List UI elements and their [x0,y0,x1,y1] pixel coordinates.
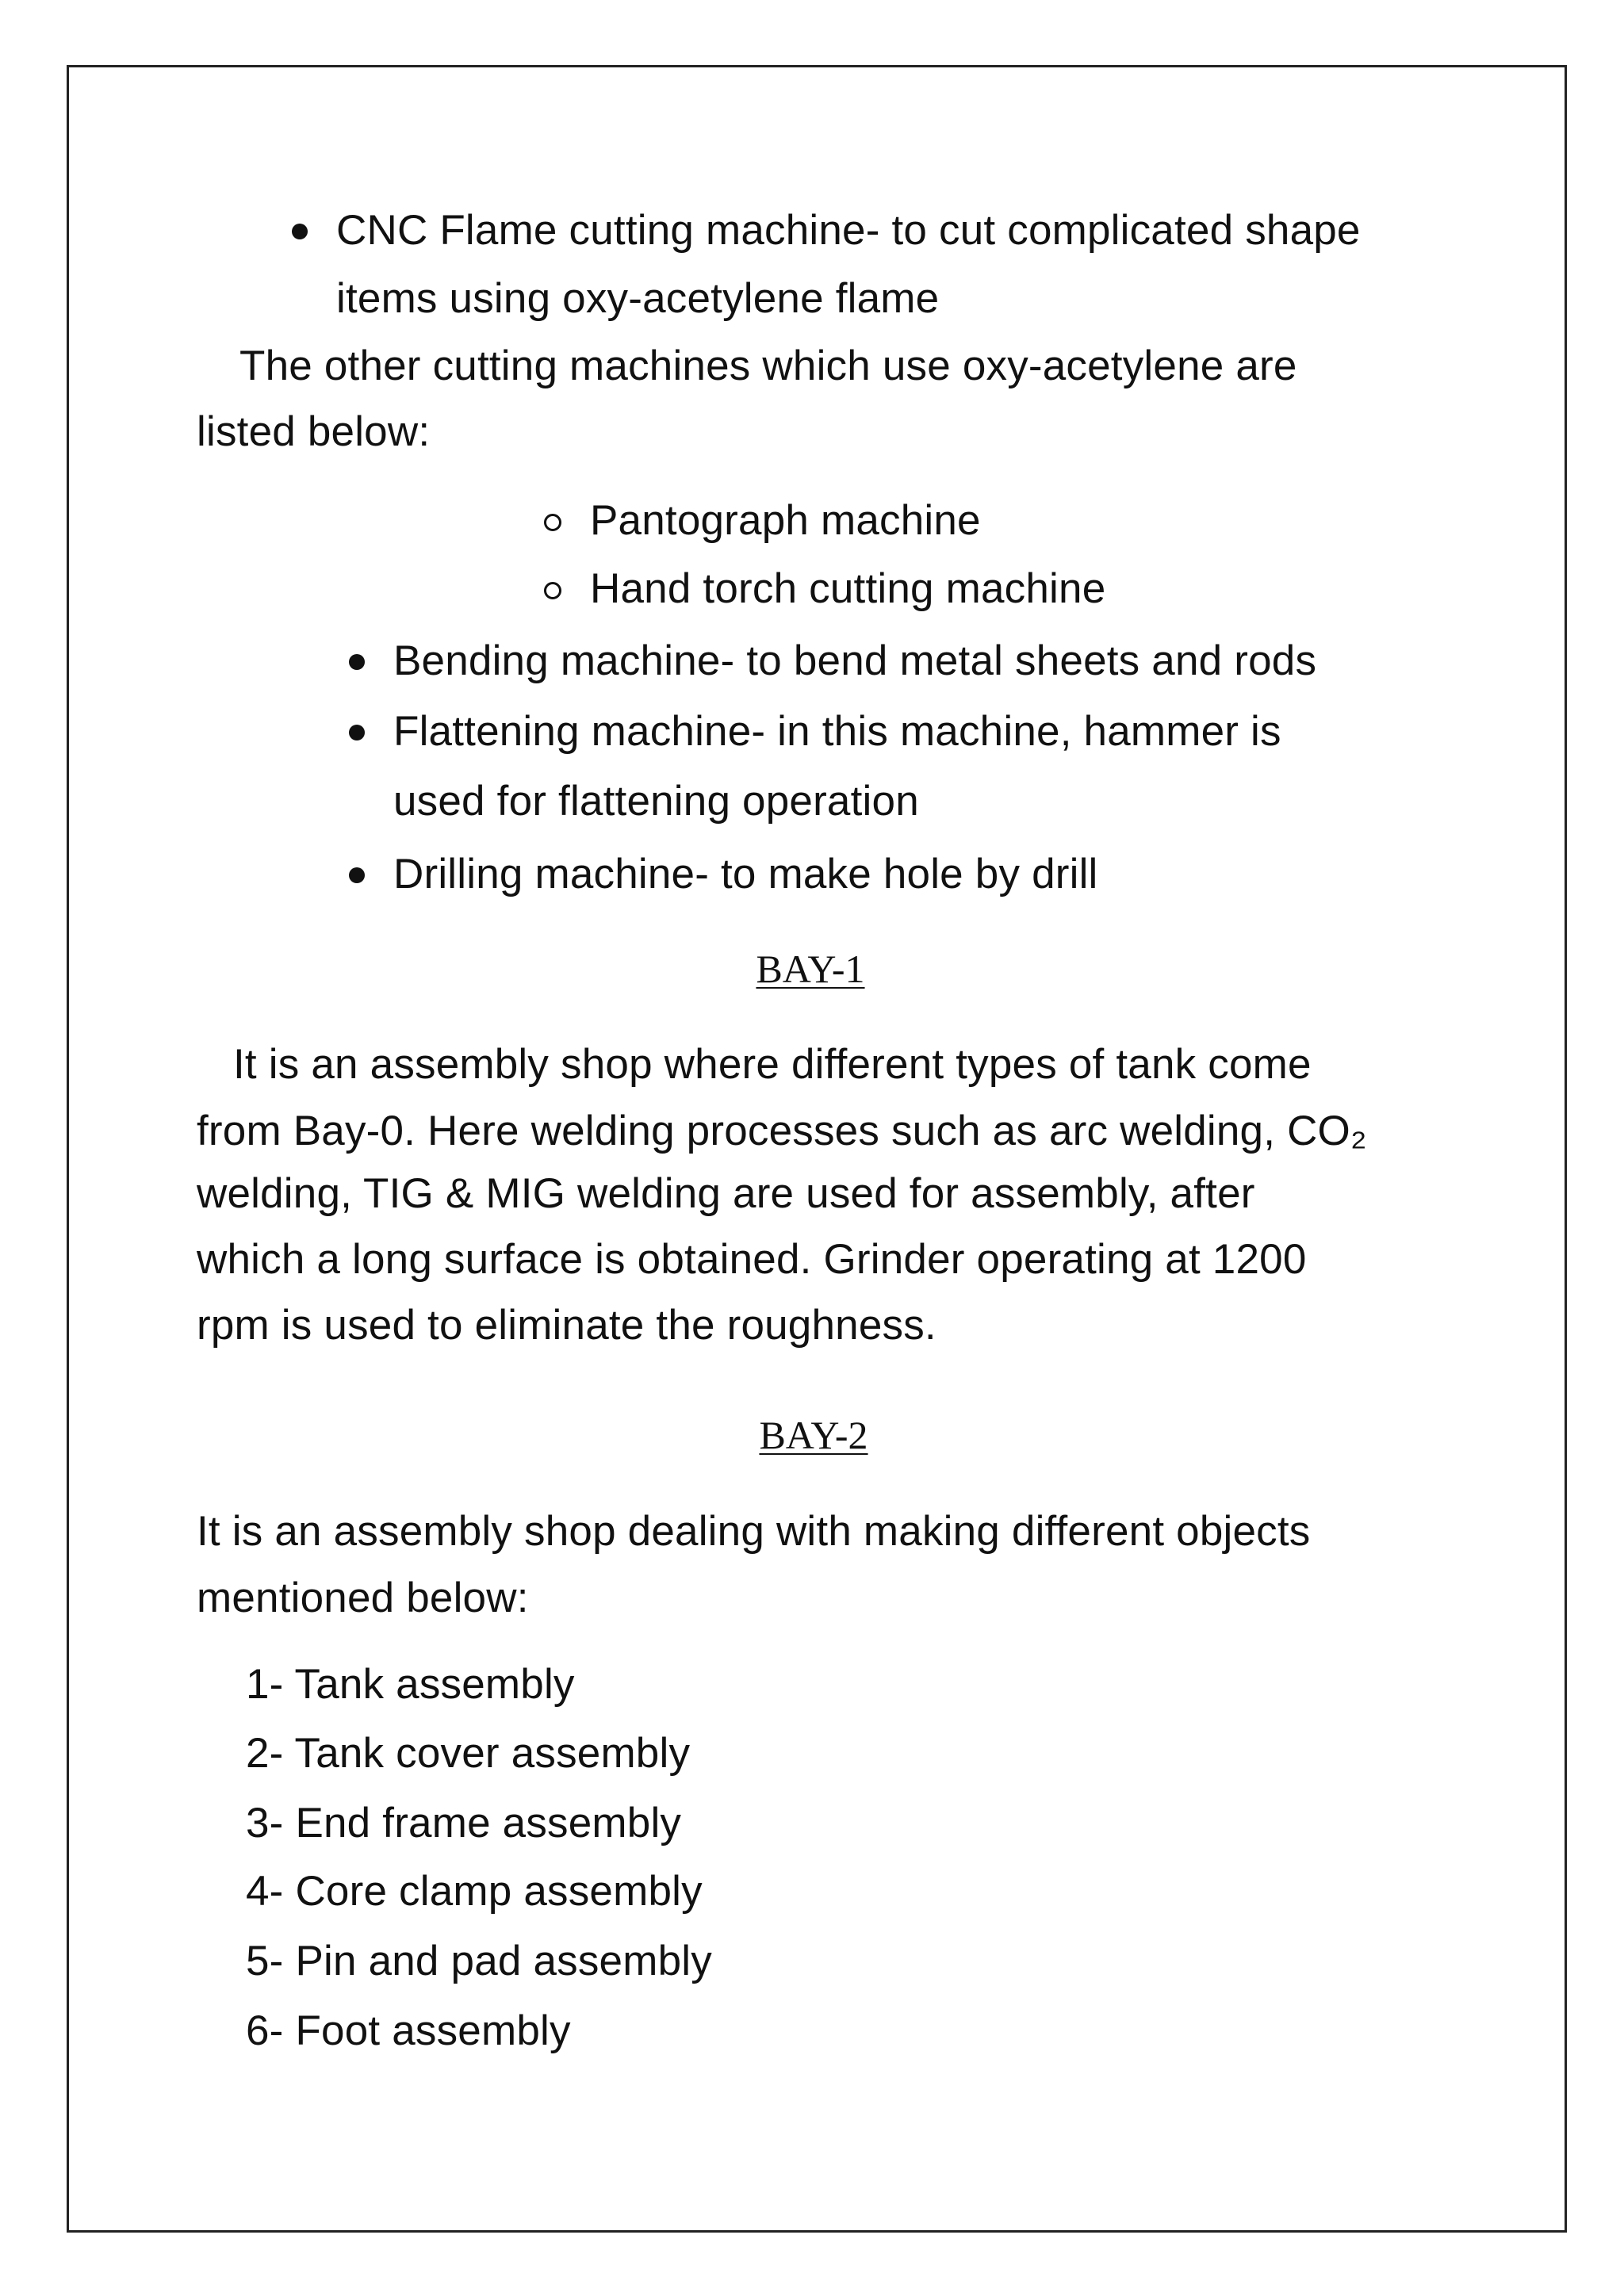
bullet-dot-icon [349,867,365,883]
bay1-line-5: rpm is used to eliminate the roughness. [197,1302,936,1349]
other-machines-line-1: The other cutting machines which use oxy-acetylene are [239,342,1297,389]
bending-machine-bullet: Bending machine- to bend metal sheets and rods [393,637,1317,684]
cnc-bullet-line-2: items using oxy-acetylene flame [336,275,940,322]
bullet-dot-icon [349,654,365,670]
bay2-item-1: 1- Tank assembly [246,1661,575,1708]
flattening-machine-line-2: used for flattening operation [393,778,919,825]
cnc-bullet-line-1: CNC Flame cutting machine- to cut complicated shape [336,207,1361,254]
bay2-line-2: mentioned below: [197,1575,529,1621]
bullet-circle-icon [544,582,561,599]
bay1-line-4: which a long surface is obtained. Grinder operating at 1200 [197,1236,1307,1283]
bay2-item-3: 3- End frame assembly [246,1800,682,1846]
bay1-line-2: from Bay-0. Here welding processes such as arc welding, CO₂ [197,1108,1367,1154]
bay1-heading: BAY-1 [756,947,865,991]
bay2-item-5: 5- Pin and pad assembly [246,1938,712,1984]
sub-bullet-pantograph: Pantograph machine [590,497,981,544]
flattening-machine-line-1: Flattening machine- in this machine, hammer is [393,708,1281,755]
bay2-item-2: 2- Tank cover assembly [246,1730,691,1777]
bay2-line-1: It is an assembly shop dealing with making different objects [197,1508,1311,1555]
bullet-dot-icon [292,224,308,239]
drilling-machine-bullet: Drilling machine- to make hole by drill [393,851,1098,897]
bullet-dot-icon [349,725,365,740]
bullet-circle-icon [544,514,561,531]
other-machines-line-2: listed below: [197,408,431,455]
bay2-item-6: 6- Foot assembly [246,2007,571,2054]
bay1-line-3: welding, TIG & MIG welding are used for assembly, after [197,1170,1255,1217]
bay2-item-4: 4- Core clamp assembly [246,1868,703,1915]
bay2-heading: BAY-2 [759,1413,868,1457]
sub-bullet-hand-torch: Hand torch cutting machine [590,565,1106,612]
bay1-line-1: It is an assembly shop where different types of tank come [233,1041,1312,1088]
